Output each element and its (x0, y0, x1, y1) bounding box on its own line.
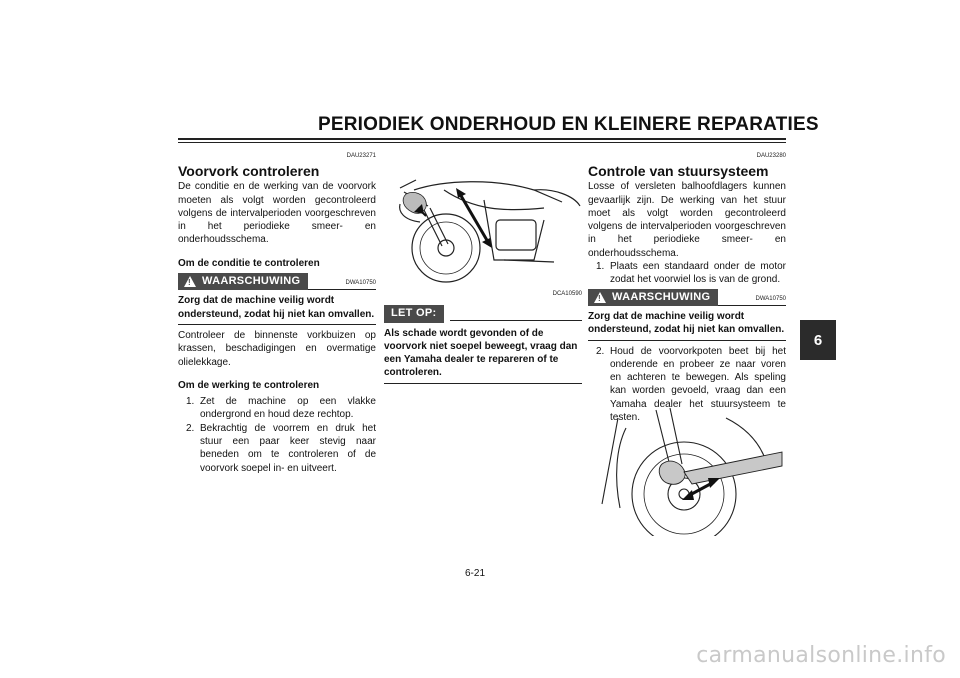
notice-rule (450, 320, 583, 321)
warning-icon: ! (594, 292, 606, 303)
front-wheel-illustration (596, 408, 786, 536)
page-number: 6-21 (465, 568, 486, 579)
steps-list (178, 395, 376, 475)
section-heading: Voorvork controleren (178, 163, 320, 180)
inspection-paragraph: Controleer de binnenste vorkbuizen op krassen, beschadigingen en overmatige olielekkage. (178, 329, 376, 368)
list-item: 1. Plaats een standaard onder de motor zodat het voorwiel los is van de grond. (596, 261, 786, 286)
steps-list (588, 260, 786, 287)
subheading-condition: Om de conditie te controleren (178, 257, 320, 269)
warning-text: Zorg dat de machine veilig wordt ondersteund, zodat hij niet kan omvallen. (178, 294, 376, 325)
right-column (588, 150, 786, 424)
notice-header (384, 305, 582, 322)
notice-block (384, 288, 582, 384)
warning-header (588, 289, 786, 306)
warning-header (178, 273, 376, 290)
intro-paragraph: De conditie en de werking van de voorvork moeten als volgt worden gecontroleerd volgens de intervalperioden voorgeschreven in het periodieke smeer- en onderhoudsschema. (178, 181, 376, 246)
list-item: 2. Bekrachtig de voorrem en druk het stuur een paar keer stevig naar beneden om te controleren of de voorvork soepel in- en uitveert. (186, 422, 376, 474)
left-column (178, 150, 376, 475)
header-rule (178, 138, 786, 140)
subheading-operation: Om de werking te controleren (178, 379, 320, 391)
header-rule-thin (178, 142, 786, 143)
notice-text: Als schade wordt gevonden of de voorvork niet soepel beweegt, vraag dan een Yamaha dealer te repareren of te controleren. (384, 327, 582, 384)
warning-code: DWA10750 (755, 295, 786, 302)
warning-badge (588, 289, 718, 306)
warning-label: WAARSCHUWING (202, 275, 301, 288)
section-code: DAU23271 (346, 153, 376, 159)
warning-icon: ! (184, 276, 196, 287)
warning-code: DWA10750 (345, 280, 376, 287)
section-heading: Controle van stuursysteem (588, 163, 769, 180)
intro-paragraph: Losse of versleten balhoofdlagers kunnen gevaarlijk zijn. De werking van het stuur moet als volgt worden gecontroleerd volgens de intervalperioden voorgeschreven in het periodieke smeer- en onderhoudsschema. (588, 181, 786, 259)
list-item: 1. Zet de machine op een vlakke ondergrond en houd deze rechtop. (186, 396, 376, 421)
motorcycle-illustration (384, 150, 582, 288)
watermark: carmanualsonline.info (696, 643, 946, 668)
warning-text: Zorg dat de machine veilig wordt ondersteund, zodat hij niet kan omvallen. (588, 310, 786, 341)
warning-badge (178, 273, 308, 290)
warning-label: WAARSCHUWING (612, 290, 711, 303)
notice-badge: LET OP: (384, 305, 444, 322)
notice-code: DCA10590 (552, 291, 582, 297)
page-title: PERIODIEK ONDERHOUD EN KLEINERE REPARATIES (318, 114, 819, 135)
chapter-tab: 6 (800, 320, 836, 360)
section-code: DAU23280 (756, 153, 786, 159)
list-item: 2. Houd de voorvorkpoten beet bij het onderende en probeer ze naar voren en achteren te bewegen. Als speling kan worden gevoeld, vraag dan een Yamaha dealer het stuursysteem te testen. (596, 345, 786, 424)
